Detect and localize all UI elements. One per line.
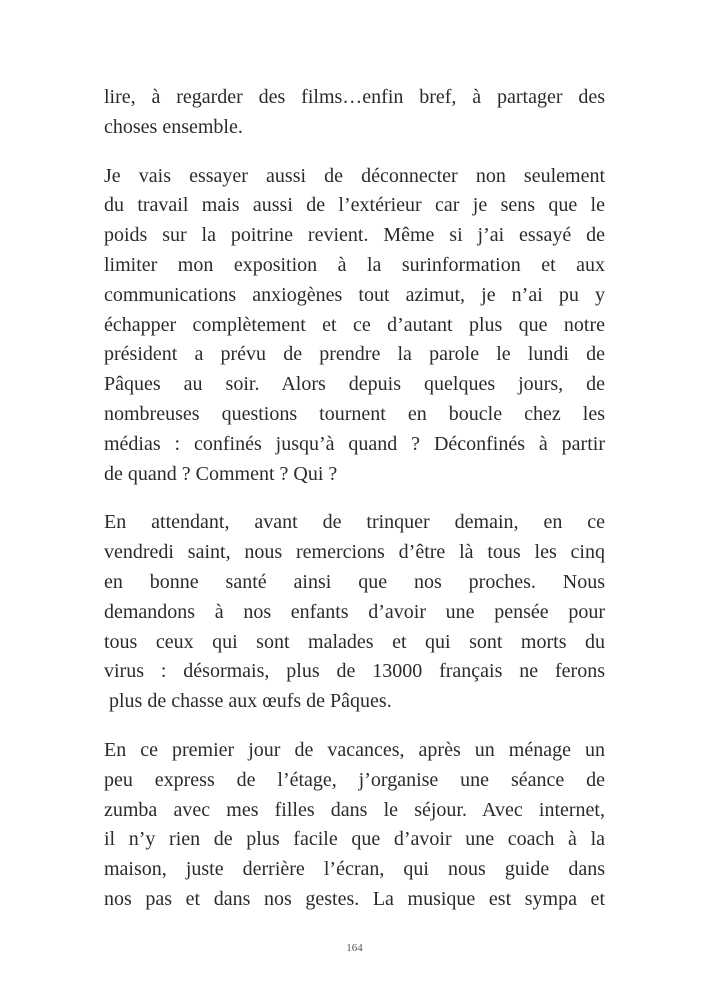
text-line: vendredi saint, nous remercions d’être là tous les cinq <box>104 541 605 564</box>
text-line: communications anxiogènes tout azimut, je n’ai pu y <box>104 283 605 306</box>
body-text <box>104 83 605 934</box>
text-line: peu express de l’étage, j’organise une séance de <box>104 768 605 791</box>
text-line: échapper complètement et ce d’autant plus que notre <box>104 313 605 336</box>
paragraph-3 <box>104 508 605 717</box>
paragraph-1 <box>104 83 605 143</box>
paragraph-2 <box>104 162 605 490</box>
text-line: médias : confinés jusqu’à quand ? Déconfinés à partir <box>104 432 605 455</box>
text-line: du travail mais aussi de l’extérieur car je sens que le <box>104 194 605 217</box>
text-line: virus : désormais, plus de 13000 français ne ferons <box>104 660 605 683</box>
text-line: de quand ? Comment ? Qui ? <box>104 462 338 485</box>
text-line: Je vais essayer aussi de déconnecter non seulement <box>104 164 605 187</box>
text-line: limiter mon exposition à la surinformation et aux <box>104 253 605 276</box>
text-line: plus de chasse aux œufs de Pâques. <box>104 690 392 713</box>
text-line: zumba avec mes filles dans le séjour. Avec internet, <box>104 798 605 821</box>
page-number: 164 <box>346 942 363 954</box>
text-line: En attendant, avant de trinquer demain, en ce <box>104 511 605 534</box>
text-line: tous ceux qui sont malades et qui sont morts du <box>104 630 605 653</box>
text-line: nos pas et dans nos gestes. La musique est sympa et <box>104 887 605 910</box>
paragraph-4 <box>104 736 605 915</box>
text-line: En ce premier jour de vacances, après un ménage un <box>104 738 605 761</box>
text-line: il n’y rien de plus facile que d’avoir une coach à la <box>104 828 605 851</box>
text-line: président a prévu de prendre la parole le lundi de <box>104 343 605 366</box>
text-line: lire, à regarder des films…enfin bref, à partager des <box>104 86 605 108</box>
text-line: Pâques au soir. Alors depuis quelques jours, de <box>104 373 605 396</box>
text-line: poids sur la poitrine revient. Même si j’ai essayé de <box>104 224 605 247</box>
text-line: maison, juste derrière l’écran, qui nous guide dans <box>104 858 605 881</box>
text-line: en bonne santé ainsi que nos proches. Nous <box>104 570 605 593</box>
text-line: nombreuses questions tournent en boucle chez les <box>104 402 605 425</box>
text-line: demandons à nos enfants d’avoir une pensée pour <box>104 600 605 623</box>
text-line: choses ensemble. <box>104 115 243 138</box>
